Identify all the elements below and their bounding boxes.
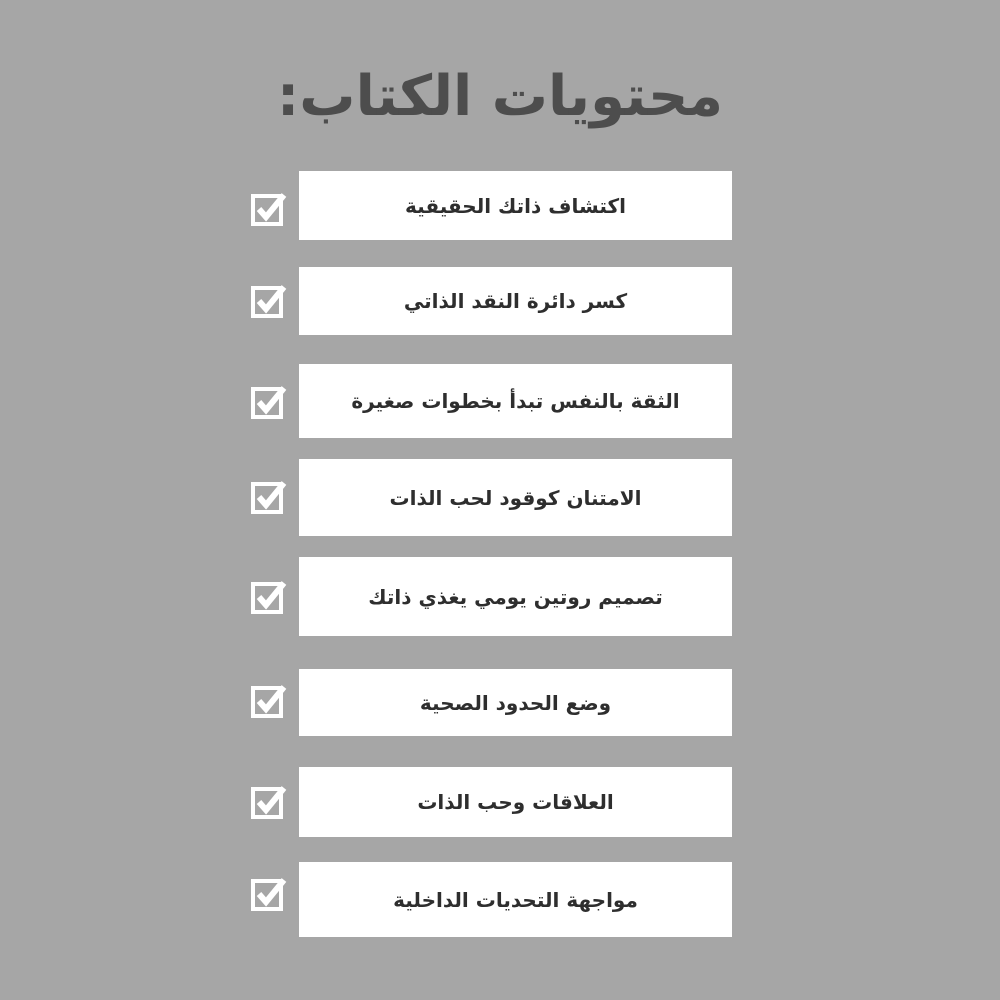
item-box <box>299 862 732 937</box>
item-label: الامتنان كوقود لحب الذات <box>389 485 642 510</box>
checkbox-checked-icon <box>249 784 289 824</box>
list-item <box>249 459 732 536</box>
item-label: وضع الحدود الصحية <box>419 690 612 715</box>
list-item <box>249 557 732 636</box>
item-label: تصميم روتين يومي يغذي ذاتك <box>368 584 663 609</box>
checkbox-checked-icon <box>249 479 289 519</box>
item-box <box>299 459 732 536</box>
list-item <box>249 862 732 937</box>
item-label: مواجهة التحديات الداخلية <box>393 887 638 912</box>
item-label: كسر دائرة النقد الذاتي <box>403 289 628 313</box>
list-item <box>249 669 732 736</box>
checkbox-checked-icon <box>249 283 289 323</box>
item-box <box>299 669 732 736</box>
list-item <box>249 364 732 438</box>
checkbox-checked-icon <box>249 579 289 619</box>
checkbox-checked-icon <box>249 384 289 424</box>
checkbox-checked-icon <box>249 876 289 916</box>
item-box <box>299 364 732 438</box>
page-title: محتويات الكتاب: <box>276 64 724 129</box>
checkbox-checked-icon <box>249 191 289 231</box>
list-item <box>249 767 732 837</box>
item-label: العلاقات وحب الذات <box>417 790 614 814</box>
list-item <box>249 171 732 240</box>
checkbox-checked-icon <box>249 683 289 723</box>
item-box <box>299 557 732 636</box>
item-label: اكتشاف ذاتك الحقيقية <box>405 193 626 218</box>
item-label: الثقة بالنفس تبدأ بخطوات صغيرة <box>351 389 680 413</box>
item-box <box>299 267 732 335</box>
item-box <box>299 171 732 240</box>
list-item <box>249 267 732 335</box>
item-box <box>299 767 732 837</box>
